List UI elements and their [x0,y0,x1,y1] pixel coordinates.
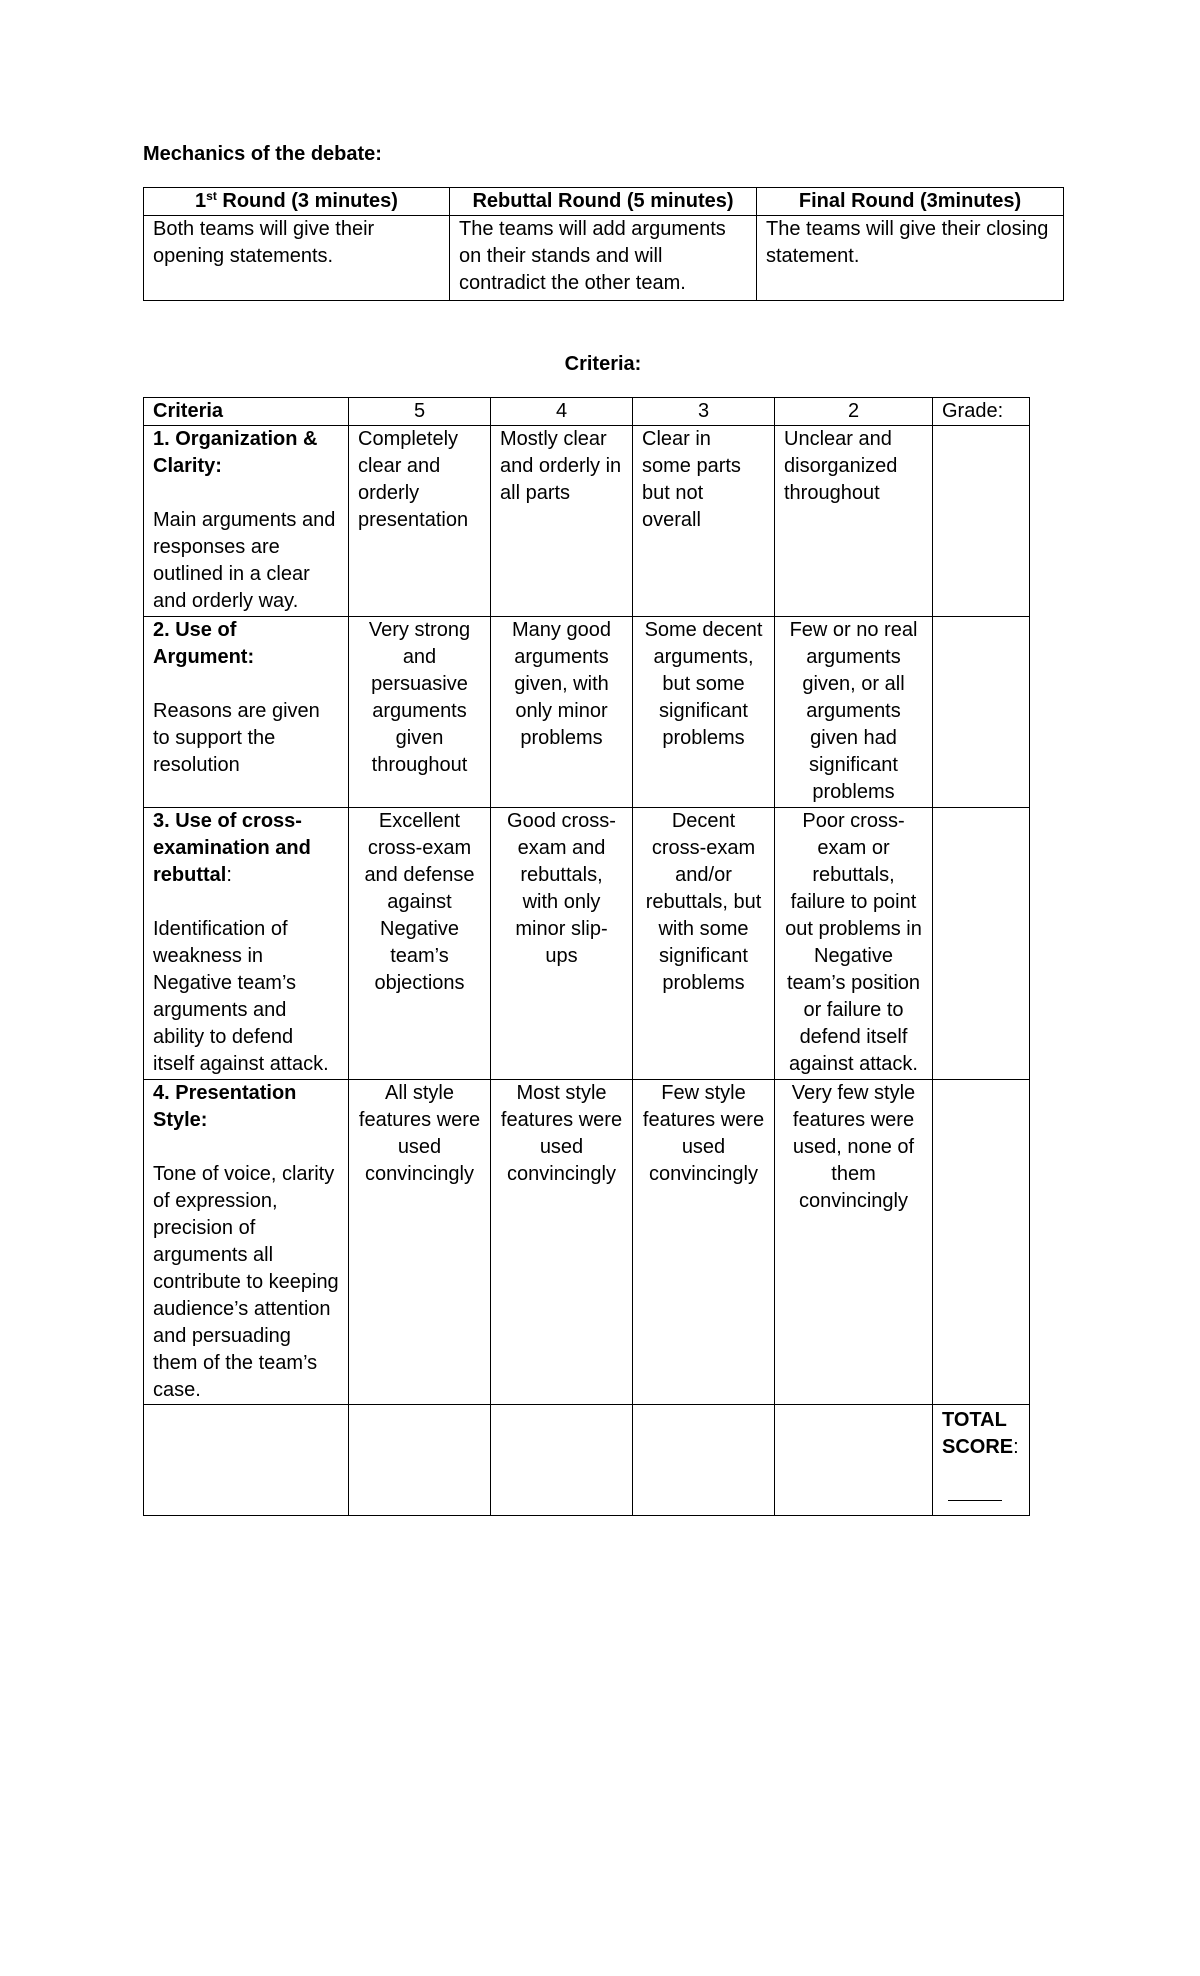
mechanics-table [143,187,1064,301]
criterion-cell [144,617,349,808]
grade-input-cell[interactable] [933,426,1030,617]
rubric-row-argument [144,617,1030,808]
criterion-title-text: 1. Organization & Clarity: [153,428,318,477]
criterion-title-colon: : [226,864,232,886]
criterion-description: Tone of voice, clarity of expression, precision of arguments all contribute to keeping audience’s attention and persuading them of the team’s case. [153,1163,339,1401]
mechanics-body-row [144,216,1064,301]
grade-input-cell[interactable] [933,1080,1030,1405]
criterion-title-text: 3. Use of cross-examination and rebuttal [153,810,311,886]
rubric-table [143,397,1030,1516]
grade-input-cell[interactable] [933,617,1030,808]
total-score-label: TOTAL SCORE [942,1409,1014,1458]
score-4-description: Many good arguments given, with only minor problems [491,617,633,808]
rubric-header-score-2: 2 [775,398,933,426]
criterion-title [153,1080,339,1134]
criterion-cell [144,808,349,1080]
total-empty-cell [491,1405,633,1516]
rebuttal-header: Rebuttal Round (5 minutes) [450,188,757,216]
grade-input-cell[interactable] [933,808,1030,1080]
total-score-blank-line[interactable] [948,1488,1002,1501]
criteria-heading: Criteria: [564,353,642,375]
score-4-description: Good cross-exam and rebuttals, with only minor slip-ups [491,808,633,1080]
criterion-description: Identification of weakness in Negative team’s arguments and ability to defend itself against attack. [153,918,329,1075]
round1-header-rest: Round (3 minutes) [216,190,398,212]
total-score-colon: : [1013,1436,1019,1458]
criterion-title [153,808,339,889]
rebuttal-text: The teams will add arguments on their stands and will contradict the other team. [450,216,757,301]
rubric-row-presentation [144,1080,1030,1405]
round1-header-number: 1 [195,190,207,212]
round1-text: Both teams will give their opening statements. [144,216,450,301]
score-3-description: Clear in some parts but not overall [633,426,775,617]
total-empty-cell [144,1405,349,1516]
score-3-description: Decent cross-exam and/or rebuttals, but with some significant problems [633,808,775,1080]
score-3-description: Some decent arguments, but some significant problems [633,617,775,808]
total-empty-cell [633,1405,775,1516]
rubric-row-organization [144,426,1030,617]
rubric-header-score-5: 5 [349,398,491,426]
mechanics-header-row [144,188,1064,216]
rubric-header-row [144,398,1030,426]
rubric-header-criteria: Criteria [144,398,349,426]
criterion-title-text: 2. Use of Argument: [153,619,255,668]
score-5-description: Completely clear and orderly presentation [349,426,491,617]
criterion-cell [144,426,349,617]
criterion-description: Reasons are given to support the resolution [153,700,320,776]
criterion-description: Main arguments and responses are outlined in a clear and orderly way. [153,509,336,612]
score-2-description: Unclear and disorganized throughout [775,426,933,617]
total-score-cell[interactable] [933,1405,1030,1516]
mechanics-heading: Mechanics of the debate: [143,143,382,165]
score-5-description: Excellent cross-exam and defense against Negative team’s objections [349,808,491,1080]
total-empty-cell [775,1405,933,1516]
score-2-description: Poor cross-exam or rebuttals, failure to point out problems in Negative team’s position or failure to defend itself against attack. [775,808,933,1080]
rubric-header-score-3: 3 [633,398,775,426]
criterion-title [153,426,339,480]
score-3-description: Few style features were used convincingly [633,1080,775,1405]
score-4-description: Mostly clear and orderly in all parts [491,426,633,617]
criterion-title [153,617,339,671]
score-2-description: Few or no real arguments given, or all arguments given had significant problems [775,617,933,808]
rubric-header-score-4: 4 [491,398,633,426]
rubric-row-cross-examination [144,808,1030,1080]
final-header: Final Round (3minutes) [757,188,1064,216]
criterion-cell [144,1080,349,1405]
score-4-description: Most style features were used convincingly [491,1080,633,1405]
final-text: The teams will give their closing statement. [757,216,1064,301]
round1-header [144,188,450,216]
score-2-description: Very few style features were used, none of them convincingly [775,1080,933,1405]
rubric-total-row [144,1405,1030,1516]
rubric-header-grade: Grade: [933,398,1030,426]
round1-header-superscript: st [206,189,217,203]
score-5-description: All style features were used convincingly [349,1080,491,1405]
criterion-title-text: 4. Presentation Style: [153,1082,297,1131]
score-5-description: Very strong and persuasive arguments given throughout [349,617,491,808]
total-empty-cell [349,1405,491,1516]
